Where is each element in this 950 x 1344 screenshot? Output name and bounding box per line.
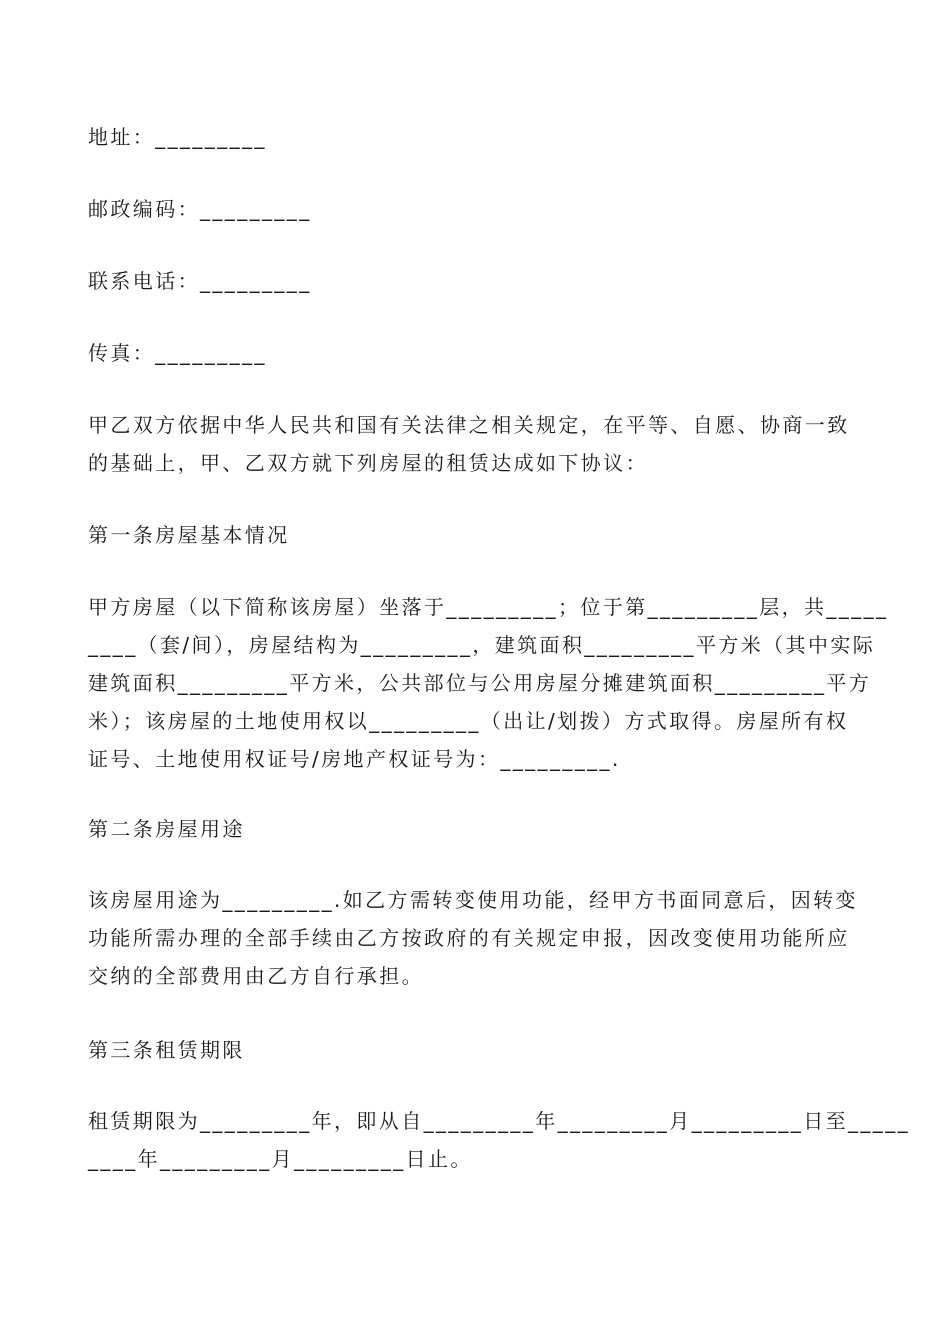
article2-line: 该房屋用途为_________.如乙方需转变使用功能，经甲方书面同意后，因转变 bbox=[88, 888, 858, 912]
phone-field: 联系电话：_________ bbox=[88, 269, 312, 293]
article3-heading: 第三条租赁期限 bbox=[88, 1038, 245, 1062]
article2-line: 交纳的全部费用由乙方自行承担。 bbox=[88, 964, 424, 988]
postal-code-field: 邮政编码：_________ bbox=[88, 197, 312, 221]
article2-paragraph bbox=[88, 881, 864, 995]
fax-field: 传真：_________ bbox=[88, 341, 267, 365]
article1-line: ____（套/间），房屋结构为_________，建筑面积_________平方米（其中实际 bbox=[88, 633, 876, 657]
intro-paragraph bbox=[88, 406, 864, 482]
article1-heading: 第一条房屋基本情况 bbox=[88, 523, 290, 547]
article1-line: 证号、土地使用权证号/房地产权证号为：_________. bbox=[88, 747, 621, 771]
article3-line: ____年_________月_________日止。 bbox=[88, 1147, 473, 1171]
article1-line: 甲方房屋（以下简称该房屋）坐落于_________；位于第_________层，共_____ bbox=[88, 595, 889, 619]
article3-paragraph bbox=[88, 1102, 910, 1178]
article2-heading: 第二条房屋用途 bbox=[88, 817, 245, 841]
article1-paragraph bbox=[88, 588, 889, 778]
address-field: 地址：_________ bbox=[88, 125, 267, 149]
article3-line: 租赁期限为_________年，即从自_________年_________月_________日至_____ bbox=[88, 1109, 910, 1133]
article2-line: 功能所需办理的全部手续由乙方按政府的有关规定申报，因改变使用功能所应 bbox=[88, 926, 850, 950]
intro-line: 甲乙双方依据中华人民共和国有关法律之相关规定，在平等、自愿、协商一致 bbox=[88, 413, 850, 437]
intro-line: 的基础上，甲、乙双方就下列房屋的租赁达成如下协议： bbox=[88, 451, 648, 475]
article1-line: 建筑面积_________平方米，公共部位与公用房屋分摊建筑面积_________平方 bbox=[88, 671, 872, 695]
article1-line: 米）；该房屋的土地使用权以_________（出让/划拨）方式取得。房屋所有权 bbox=[88, 709, 849, 733]
